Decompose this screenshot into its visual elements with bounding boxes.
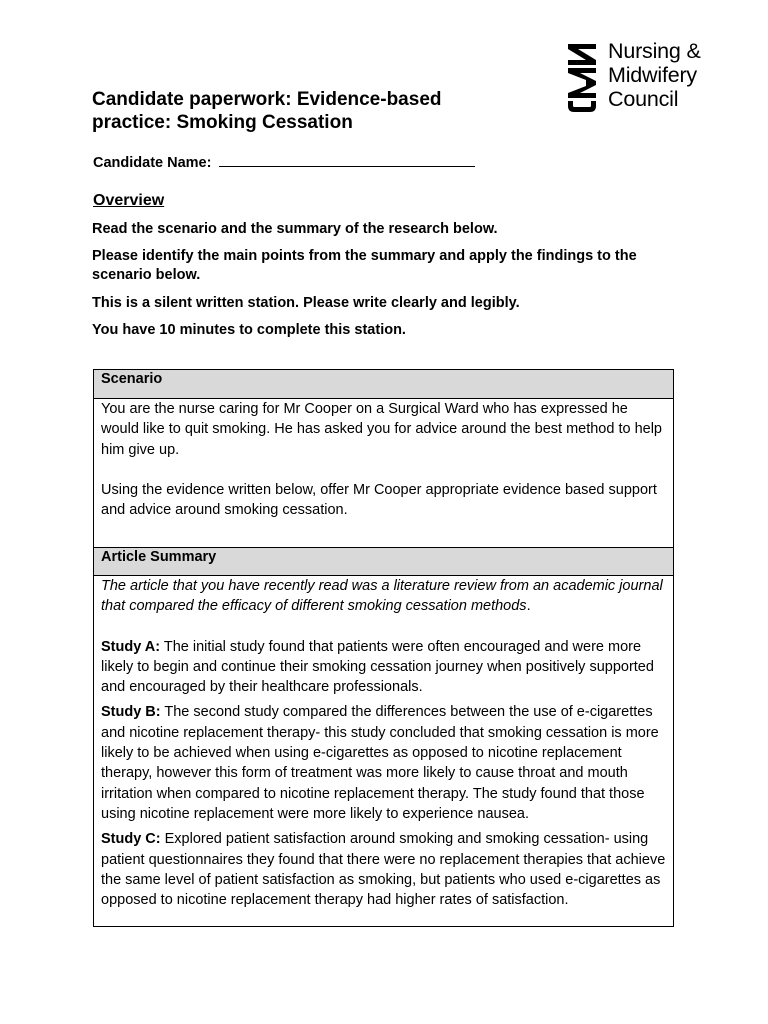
article-summary-heading: Article Summary [94,547,673,576]
candidate-name-row [93,154,475,171]
scenario-paragraph-2: Using the evidence written below, offer Mr Cooper appropriate evidence based support and advice around smoking cessation. [101,481,657,519]
page-title: Candidate paperwork: Evidence-based practice: Smoking Cessation [92,89,442,133]
scenario-paragraph-1: You are the nurse caring for Mr Cooper on a Surgical Ward who has expressed he would like to quit smoking. He has asked you for advice around the best method to help him give up. [101,401,662,458]
candidate-name-label: Candidate Name: [93,155,216,171]
nmc-logo [566,40,716,112]
nmc-logo-text [608,39,701,111]
study-c: Study C: Explored patient satisfaction around smoking and smoking cessation- using patient questionnaires they found that there were no replacement therapies that achieve the same level of patient satisfaction as smoking, but patients who used e-cigarettes as opposed to nicotine replacement therapy had higher rates of satisfaction. [101,831,666,909]
scenario-cell [94,399,673,547]
candidate-name-field[interactable] [219,154,475,167]
study-a: Study A: The initial study found that patients were often encouraged and were more likely to begin and continue their smoking cessation journey when positively supported and encouraged by their healthcare professionals. [101,638,654,696]
article-summary-cell [94,576,673,910]
logo-line-1: Nursing & [608,39,701,63]
instruction-2: Please identify the main points from the summary and apply the findings to the scenario below. [92,248,637,283]
overview-heading: Overview [93,192,165,209]
scenario-table [93,369,674,927]
instruction-3: This is a silent written station. Please write clearly and legibly. [92,295,520,311]
logo-line-3: Council [608,87,679,111]
logo-line-2: Midwifery [608,63,697,87]
instruction-1: Read the scenario and the summary of the research below. [92,221,498,237]
study-b: Study B: The second study compared the differences between the use of e-cigarettes and nicotine replacement therapy- this study concluded that smoking cessation is more likely to be achieved when using e-cigarettes as opposed to nicotine replacement therapy, however this form of treatment was more likely to cause throat and mouth irritation when compared to nicotine replacement therapy. The study found that those using nicotine replacement were more likely to experience nausea. [101,704,659,822]
nmc-logo-mark [566,40,598,112]
scenario-heading: Scenario [94,370,673,399]
instruction-4: You have 10 minutes to complete this station. [92,322,406,338]
article-intro: The article that you have recently read was a literature review from an academic journal that compared the efficacy of different smoking cessation methods. [101,578,663,615]
